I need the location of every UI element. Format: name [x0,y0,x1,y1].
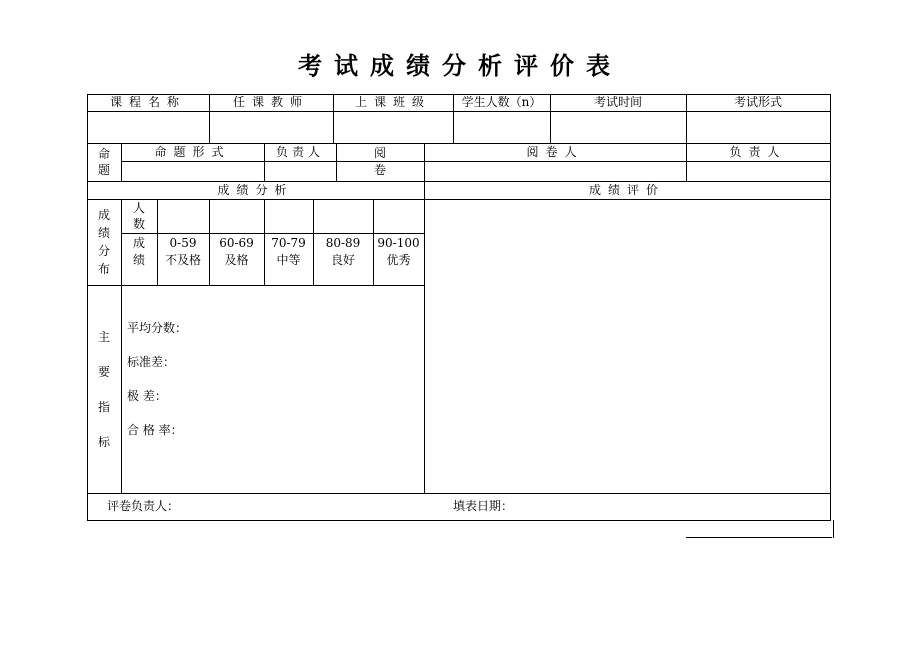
count-field[interactable] [265,200,313,233]
students-field[interactable] [454,112,550,143]
evaluation-section-title: 成绩评价 [588,182,665,197]
count-field[interactable] [210,200,264,233]
band-grade: 及格 [224,253,249,267]
reviewer-label: 评卷负责人： [107,499,180,513]
grading-label: 阅卷 [373,146,386,177]
std-dev-label: 标准差： [127,355,176,369]
band-grade: 优秀 [386,253,411,267]
proposition-label: 命题 [97,147,110,177]
class-header: 上课班级 [354,95,431,109]
band-grade: 良好 [330,253,355,267]
class-field[interactable] [334,112,453,143]
range-label: 极 差： [127,389,167,403]
count-field[interactable] [158,200,209,233]
exam-time-field[interactable] [551,112,686,143]
band-range: 80-89 [325,236,361,250]
analysis-section-title: 成绩分析 [217,182,294,197]
grading-responsible-header: 负责人 [729,144,787,159]
students-header: 学生人数（n） [461,95,542,109]
course-name-field[interactable] [88,112,209,143]
mean-score-label: 平均分数： [127,321,188,335]
teacher-header: 任课教师 [232,95,309,109]
teacher-field[interactable] [210,112,333,143]
band-grade: 中等 [276,253,301,267]
band-range: 60-69 [219,236,254,250]
proposition-responsible-header: 负责人 [275,144,324,159]
course-name-header: 课程名称 [109,95,186,109]
band-range: 70-79 [271,236,306,250]
exam-time-header: 考试时间 [593,95,642,109]
exam-format-field[interactable] [687,112,830,143]
evaluation-field[interactable] [425,200,830,493]
band-range: 90-100 [377,236,420,250]
exam-format-header: 考试形式 [733,95,782,109]
grader-header: 阅卷人 [526,144,584,159]
proposition-format-header: 命题形式 [154,144,231,159]
count-field[interactable] [374,200,424,233]
pass-rate-label: 合 格 率： [127,423,183,437]
distribution-label: 成绩分布 [97,208,110,276]
page-title: 考试成绩分析评价表 [298,51,622,80]
date-label: 填表日期： [453,499,514,513]
count-label: 人数 [132,201,145,231]
count-field[interactable] [314,200,373,233]
band-grade: 不及格 [164,253,201,267]
indicators-label: 主要指标 [97,330,110,449]
band-range: 0-59 [169,236,197,250]
score-label: 成绩 [132,236,145,267]
